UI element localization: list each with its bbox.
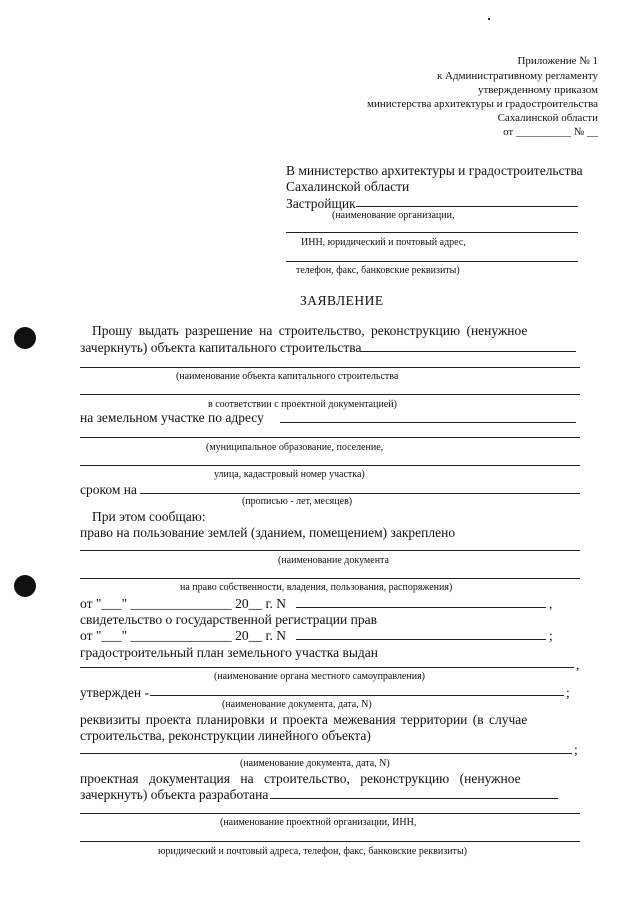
requisites-semicolon: ;: [574, 742, 578, 757]
gradplan-field[interactable]: [80, 667, 574, 668]
punch-hole-bottom: [14, 575, 36, 597]
requisites-field[interactable]: [80, 753, 572, 754]
caption-local-gov: (наименование органа местного самоуправления): [214, 671, 426, 682]
object-field-2[interactable]: [80, 367, 580, 368]
caption-object-name: (наименование объекта капитального строительства: [176, 371, 399, 382]
requisites-line-1: реквизиты проекта планировки и проекта межевания территории (в случае: [80, 712, 528, 727]
design-org-field-3[interactable]: [80, 841, 580, 842]
caption-term: (прописью - лет, месяцев): [242, 496, 353, 507]
request-line-2: зачеркнуть) объекта капитального строительства: [80, 340, 362, 355]
caption-municipal: (муниципальное образование, поселение,: [206, 442, 384, 453]
caption-legal-address: юридический и почтовый адреса, телефон, факс, банковские реквизиты): [158, 846, 467, 857]
term-label: сроком на: [80, 482, 137, 497]
design-org-field-2[interactable]: [80, 813, 580, 814]
caption-design-docs: в соответствии с проектной документацией): [208, 399, 397, 410]
design-org-field[interactable]: [270, 798, 558, 799]
caption-doc-name: (наименование документа: [278, 555, 389, 566]
caption-doc-date-2: (наименование документа, дата, N): [240, 758, 390, 769]
punch-hole-top: [14, 327, 36, 349]
appendix-region: Сахалинской области: [497, 112, 598, 124]
land-right-field-2[interactable]: [80, 578, 580, 579]
inform-label: При этом сообщаю:: [92, 509, 206, 524]
object-field-3[interactable]: [80, 394, 580, 395]
ownership-number-field[interactable]: [296, 607, 546, 608]
certificate-semicolon: ;: [549, 628, 553, 643]
approved-label: утвержден -: [80, 685, 149, 700]
caption-organization: (наименование организации,: [332, 210, 455, 221]
land-address-field[interactable]: [280, 422, 576, 423]
requisites-line-2: строительства, реконструкции линейного объекта): [80, 728, 371, 743]
appendix-number: Приложение № 1: [517, 55, 598, 67]
developer-label: Застройщик: [286, 196, 356, 211]
caption-inn-address: ИНН, юридический и почтовый адрес,: [301, 237, 466, 248]
land-address-field-3[interactable]: [80, 465, 580, 466]
developer-field-3[interactable]: [286, 261, 578, 262]
developer-field-2[interactable]: [286, 232, 578, 233]
gradplan-label: градостроительный план земельного участка выдан: [80, 645, 378, 660]
land-right-label: право на пользование землей (зданием, помещением) закреплено: [80, 525, 456, 540]
certificate-label: свидетельство о государственной регистрации прав: [80, 612, 377, 627]
appendix-date-number: от __________ № __: [503, 126, 598, 138]
appendix-approved: утвержденному приказом: [477, 84, 598, 96]
scan-speck: [488, 18, 490, 20]
appendix-regulation: к Административному регламенту: [436, 70, 598, 82]
addressee-ministry: В министерство архитектуры и градостроительства: [286, 163, 583, 178]
certificate-date-line: от "___" _______________ 20__ г. N: [80, 628, 287, 643]
design-docs-line-1: проектная документация на строительство, реконструкцию (ненужное: [80, 771, 521, 786]
land-right-field[interactable]: [80, 550, 580, 551]
object-field[interactable]: [360, 351, 576, 352]
land-plot-label: на земельном участке по адресу: [80, 410, 264, 425]
caption-street-cadastral: улица, кадастровый номер участка): [214, 469, 365, 480]
ownership-date-line: от "___" _______________ 20__ г. N: [80, 596, 287, 611]
approved-semicolon: ;: [566, 685, 570, 700]
design-docs-line-2: зачеркнуть) объекта разработана: [80, 787, 269, 802]
document-title: ЗАЯВЛЕНИЕ: [300, 293, 384, 308]
land-address-field-2[interactable]: [80, 437, 580, 438]
gradplan-comma: ,: [576, 657, 580, 672]
request-line-1: Прошу выдать разрешение на строительство, реконструкцию (ненужное: [92, 323, 528, 338]
term-field[interactable]: [140, 493, 580, 494]
caption-phone-bank: телефон, факс, банковские реквизиты): [296, 265, 460, 276]
ownership-comma: ,: [549, 596, 553, 611]
caption-doc-date-1: (наименование документа, дата, N): [222, 699, 372, 710]
appendix-ministry: министерства архитектуры и градостроительства: [367, 98, 598, 110]
approved-field[interactable]: [150, 695, 564, 696]
certificate-number-field[interactable]: [296, 639, 546, 640]
addressee-region: Сахалинской области: [286, 179, 410, 194]
developer-field[interactable]: [356, 206, 578, 207]
caption-design-org: (наименование проектной организации, ИНН,: [220, 817, 417, 828]
caption-ownership: на право собственности, владения, пользования, распоряжения): [180, 582, 453, 593]
